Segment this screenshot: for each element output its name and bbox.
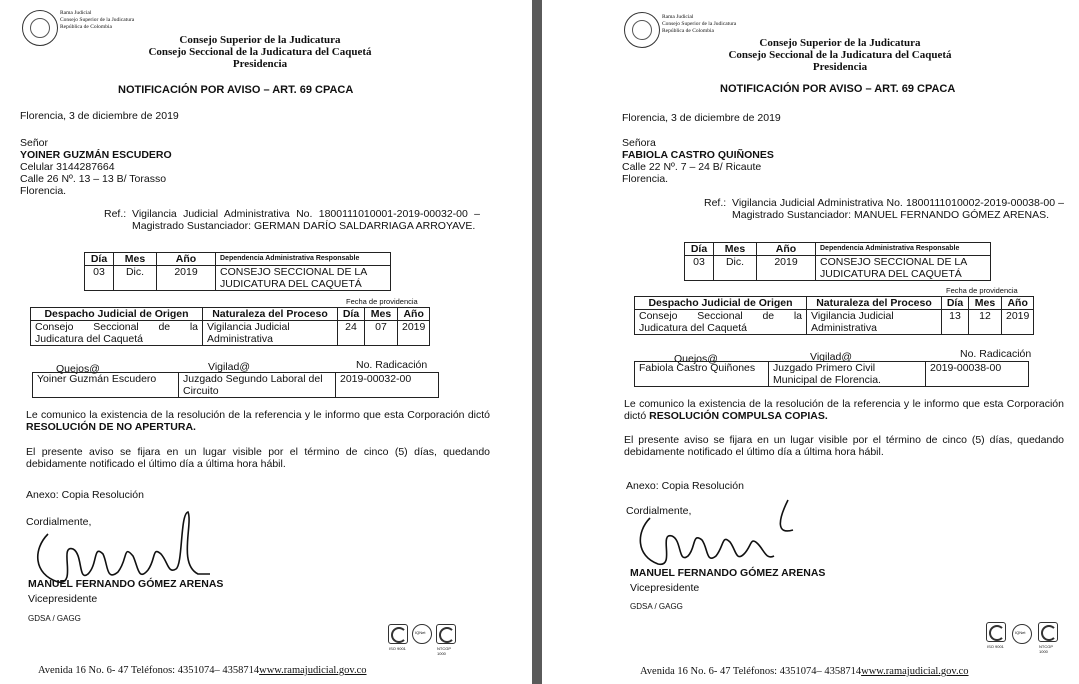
dependency-table: Día Mes Año Dependencia Administrativa Responsable 03 Dic. 2019 CONSEJO SECCIONAL DE LA JUDICATURA DEL CAQUETÁ: [84, 252, 391, 291]
reference-text: Vigilancia Judicial Administrativa No. 1800111010001-2019-00032-00 – Magistrado Sustanciador: GERMAN DARÍO SALDARRIAGA ARROYAVE.: [132, 208, 480, 232]
annex-line: Anexo: Copia Resolución: [26, 489, 144, 501]
closing-line: Cordialmente,: [26, 516, 92, 528]
radicacion-label: No. Radicación: [356, 359, 428, 371]
iqnet-cert-icon: IQNet: [1012, 624, 1032, 644]
website-link[interactable]: www.ramajudicial.gov.co: [861, 666, 969, 677]
document-page-1: [0, 0, 532, 684]
letterhead: Consejo Superior de la Judicatura Consejo Seccional de la Judicatura del Caquetá Presidencia: [148, 34, 372, 70]
notice-paragraph: El presente aviso se fijara en un lugar visible por el término de cinco (5) días, quedando debidamente notificado el último día a última hora hábil.: [624, 434, 1064, 458]
logo-text: Rama Judicial Consejo Superior de la Judicatura República de Colombia: [60, 10, 135, 30]
initials: GDSA / GAGG: [630, 602, 683, 611]
iso-cert-icon: ISO 9001: [388, 624, 408, 644]
ntcgp-cert-icon: NTCGP 1000: [436, 624, 456, 644]
signer-name: MANUEL FERNANDO GÓMEZ ARENAS: [630, 567, 826, 579]
recipient-block: Señor YOINER GUZMÁN ESCUDERO Celular 3144287664 Calle 26 Nº. 13 – 13 B/ Torasso Florencia.: [20, 137, 172, 197]
iso-cert-icon: ISO 9001: [986, 622, 1006, 642]
origin-table: Despacho Judicial de Origen Naturaleza del Proceso Día Mes Año Consejo Seccional de la Judicatura del Caquetá Vigilancia Judicial Administrativa 13 12 2019: [634, 296, 1034, 335]
reference-text: Vigilancia Judicial Administrativa No. 1800111010002-2019-00038-00 – Magistrado Sustanciador: MANUEL FERNANDO GÓMEZ ARENAS.: [732, 197, 1064, 221]
closing-line: Cordialmente,: [626, 505, 692, 517]
signer-title: Vicepresidente: [630, 582, 700, 594]
colombia-seal-icon: [624, 12, 660, 48]
recipient-block: Señora FABIOLA CASTRO QUIÑONES Calle 22 Nº. 7 – 24 B/ Ricaute Florencia.: [622, 137, 774, 185]
ref-label: Ref.:: [104, 208, 127, 220]
fecha-providencia-label: Fecha de providencia: [946, 286, 1018, 295]
watched-label: Vigilad@: [208, 361, 250, 373]
fecha-providencia-label: Fecha de providencia: [346, 297, 418, 306]
ref-label: Ref.:: [704, 197, 727, 209]
document-title: NOTIFICACIÓN POR AVISO – ART. 69 CPACA: [118, 84, 354, 96]
iqnet-cert-icon: IQNet: [412, 624, 432, 644]
parties-table: Yoiner Guzmán Escudero Juzgado Segundo Laboral del Circuito 2019-00032-00: [32, 372, 439, 398]
colombia-seal-icon: [22, 10, 58, 46]
annex-line: Anexo: Copia Resolución: [626, 480, 744, 492]
complainant-label: Quejos@: [674, 353, 718, 365]
footer: Avenida 16 No. 6- 47 Teléfonos: 4351074– 4358714www.ramajudicial.gov.co: [38, 665, 367, 676]
notice-paragraph: El presente aviso se fijara en un lugar visible por el término de cinco (5) días, quedando debidamente notificado el último día a última hora hábil.: [26, 446, 490, 470]
parties-table: Fabiola Castro Quiñones Juzgado Primero Civil Municipal de Florencia. 2019-00038-00: [634, 361, 1029, 387]
communication-paragraph: Le comunico la existencia de la resolución de la referencia y le informo que esta Corporación dictó RESOLUCIÓN DE NO APERTURA.: [26, 409, 490, 433]
document-title: NOTIFICACIÓN POR AVISO – ART. 69 CPACA: [720, 83, 956, 95]
complainant-label: Quejos@: [56, 363, 100, 375]
document-page-2: [542, 0, 1079, 684]
initials: GDSA / GAGG: [28, 614, 81, 623]
date-line: Florencia, 3 de diciembre de 2019: [622, 112, 781, 124]
communication-paragraph: Le comunico la existencia de la resolución de la referencia y le informo que esta Corporación dictó RESOLUCIÓN COMPULSA COPIAS.: [624, 398, 1064, 422]
website-link[interactable]: www.ramajudicial.gov.co: [259, 665, 367, 676]
radicacion-label: No. Radicación: [960, 348, 1032, 360]
signer-title: Vicepresidente: [28, 593, 98, 605]
footer: Avenida 16 No. 6- 47 Teléfonos: 4351074– 4358714www.ramajudicial.gov.co: [640, 666, 969, 677]
letterhead: Consejo Superior de la Judicatura Consejo Seccional de la Judicatura del Caquetá Presidencia: [728, 37, 952, 73]
origin-table: Despacho Judicial de Origen Naturaleza del Proceso Día Mes Año Consejo Seccional de la Judicatura del Caquetá Vigilancia Judicial Administrativa 24 07 2019: [30, 307, 430, 346]
dependency-table: Día Mes Año Dependencia Administrativa Responsable 03 Dic. 2019 CONSEJO SECCIONAL DE LA JUDICATURA DEL CAQUETÁ: [684, 242, 991, 281]
signer-name: MANUEL FERNANDO GÓMEZ ARENAS: [28, 578, 224, 590]
watched-label: Vigilad@: [810, 351, 852, 363]
logo-text: Rama Judicial Consejo Superior de la Judicatura República de Colombia: [662, 14, 737, 34]
ntcgp-cert-icon: NTCGP 1000: [1038, 622, 1058, 642]
date-line: Florencia, 3 de diciembre de 2019: [20, 110, 179, 122]
